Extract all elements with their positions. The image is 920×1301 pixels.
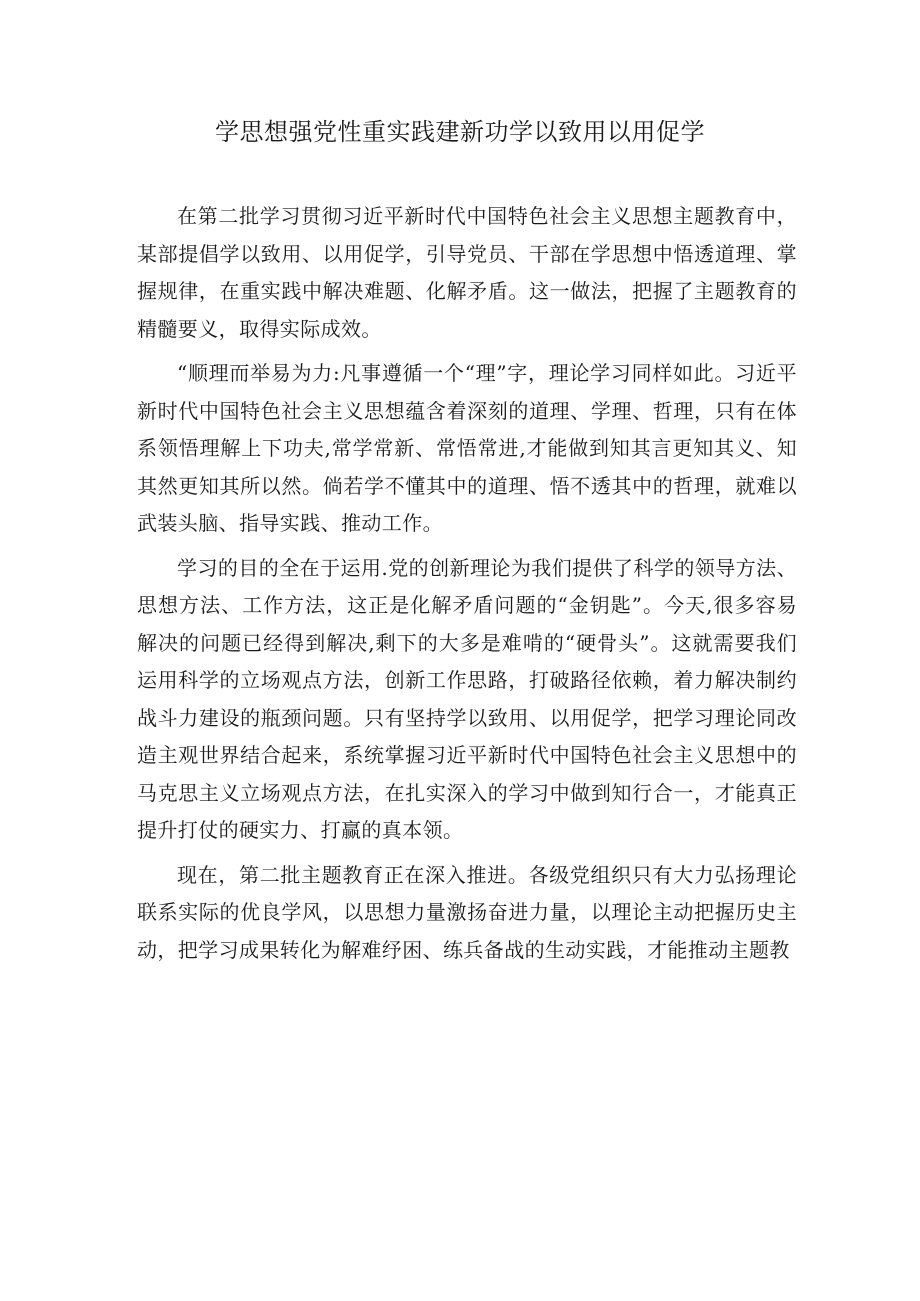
paragraph-intro: 在第二批学习贯彻习近平新时代中国特色社会主义思想主题教育中，某部提倡学以致用、以用促学，引导党员、干部在学思想中悟透道理、掌握规律，在重实践中解决难题、化解矛盾。这一做法，把握了主题教育的精髓要义，取得实际成效。 [137, 204, 797, 341]
document-body [137, 198, 797, 969]
paragraph-current: 现在，第二批主题教育正在深入推进。各级党组织只有大力弘扬理论联系实际的优良学风，以思想力量激扬奋进力量，以理论主动把握历史主动，把学习成果转化为解难纾困、练兵备战的生动实践，才能推动主题教 [137, 862, 797, 962]
document-title: 学思想强党性重实践建新功学以致用以用促学 [215, 118, 705, 146]
paragraph-application: 学习的目的全在于运用.党的创新理论为我们提供了科学的领导方法、思想方法、工作方法，这正是化解矛盾问题的“金钥匙”。今天,很多容易解决的问题已经得到解决,剩下的大多是难啃的“硬骨头”。这就需要我们运用科学的立场观点方法，创新工作思路，打破路径依赖，着力解决制约战斗力建设的瓶颈问题。只有坚持学以致用、以用促学，把学习理论同改造主观世界结合起来，系统掌握习近平新时代中国特色社会主义思想中的马克思主义立场观点方法，在扎实深入的学习中做到知行合一，才能真正提升打仗的硬实力、打赢的真本领。 [137, 555, 797, 842]
paragraph-theory: “顺理而举易为力:凡事遵循一个“理”字，理论学习同样如此。习近平新时代中国特色社会主义思想蕴含着深刻的道理、学理、哲理，只有在体系领悟理解上下功夫,常学常新、常悟常进,才能做到知其言更知其义、知其然更知其所以然。倘若学不懂其中的道理、悟不透其中的哲理，就难以武装头脑、指导实践、推动工作。 [137, 361, 797, 535]
